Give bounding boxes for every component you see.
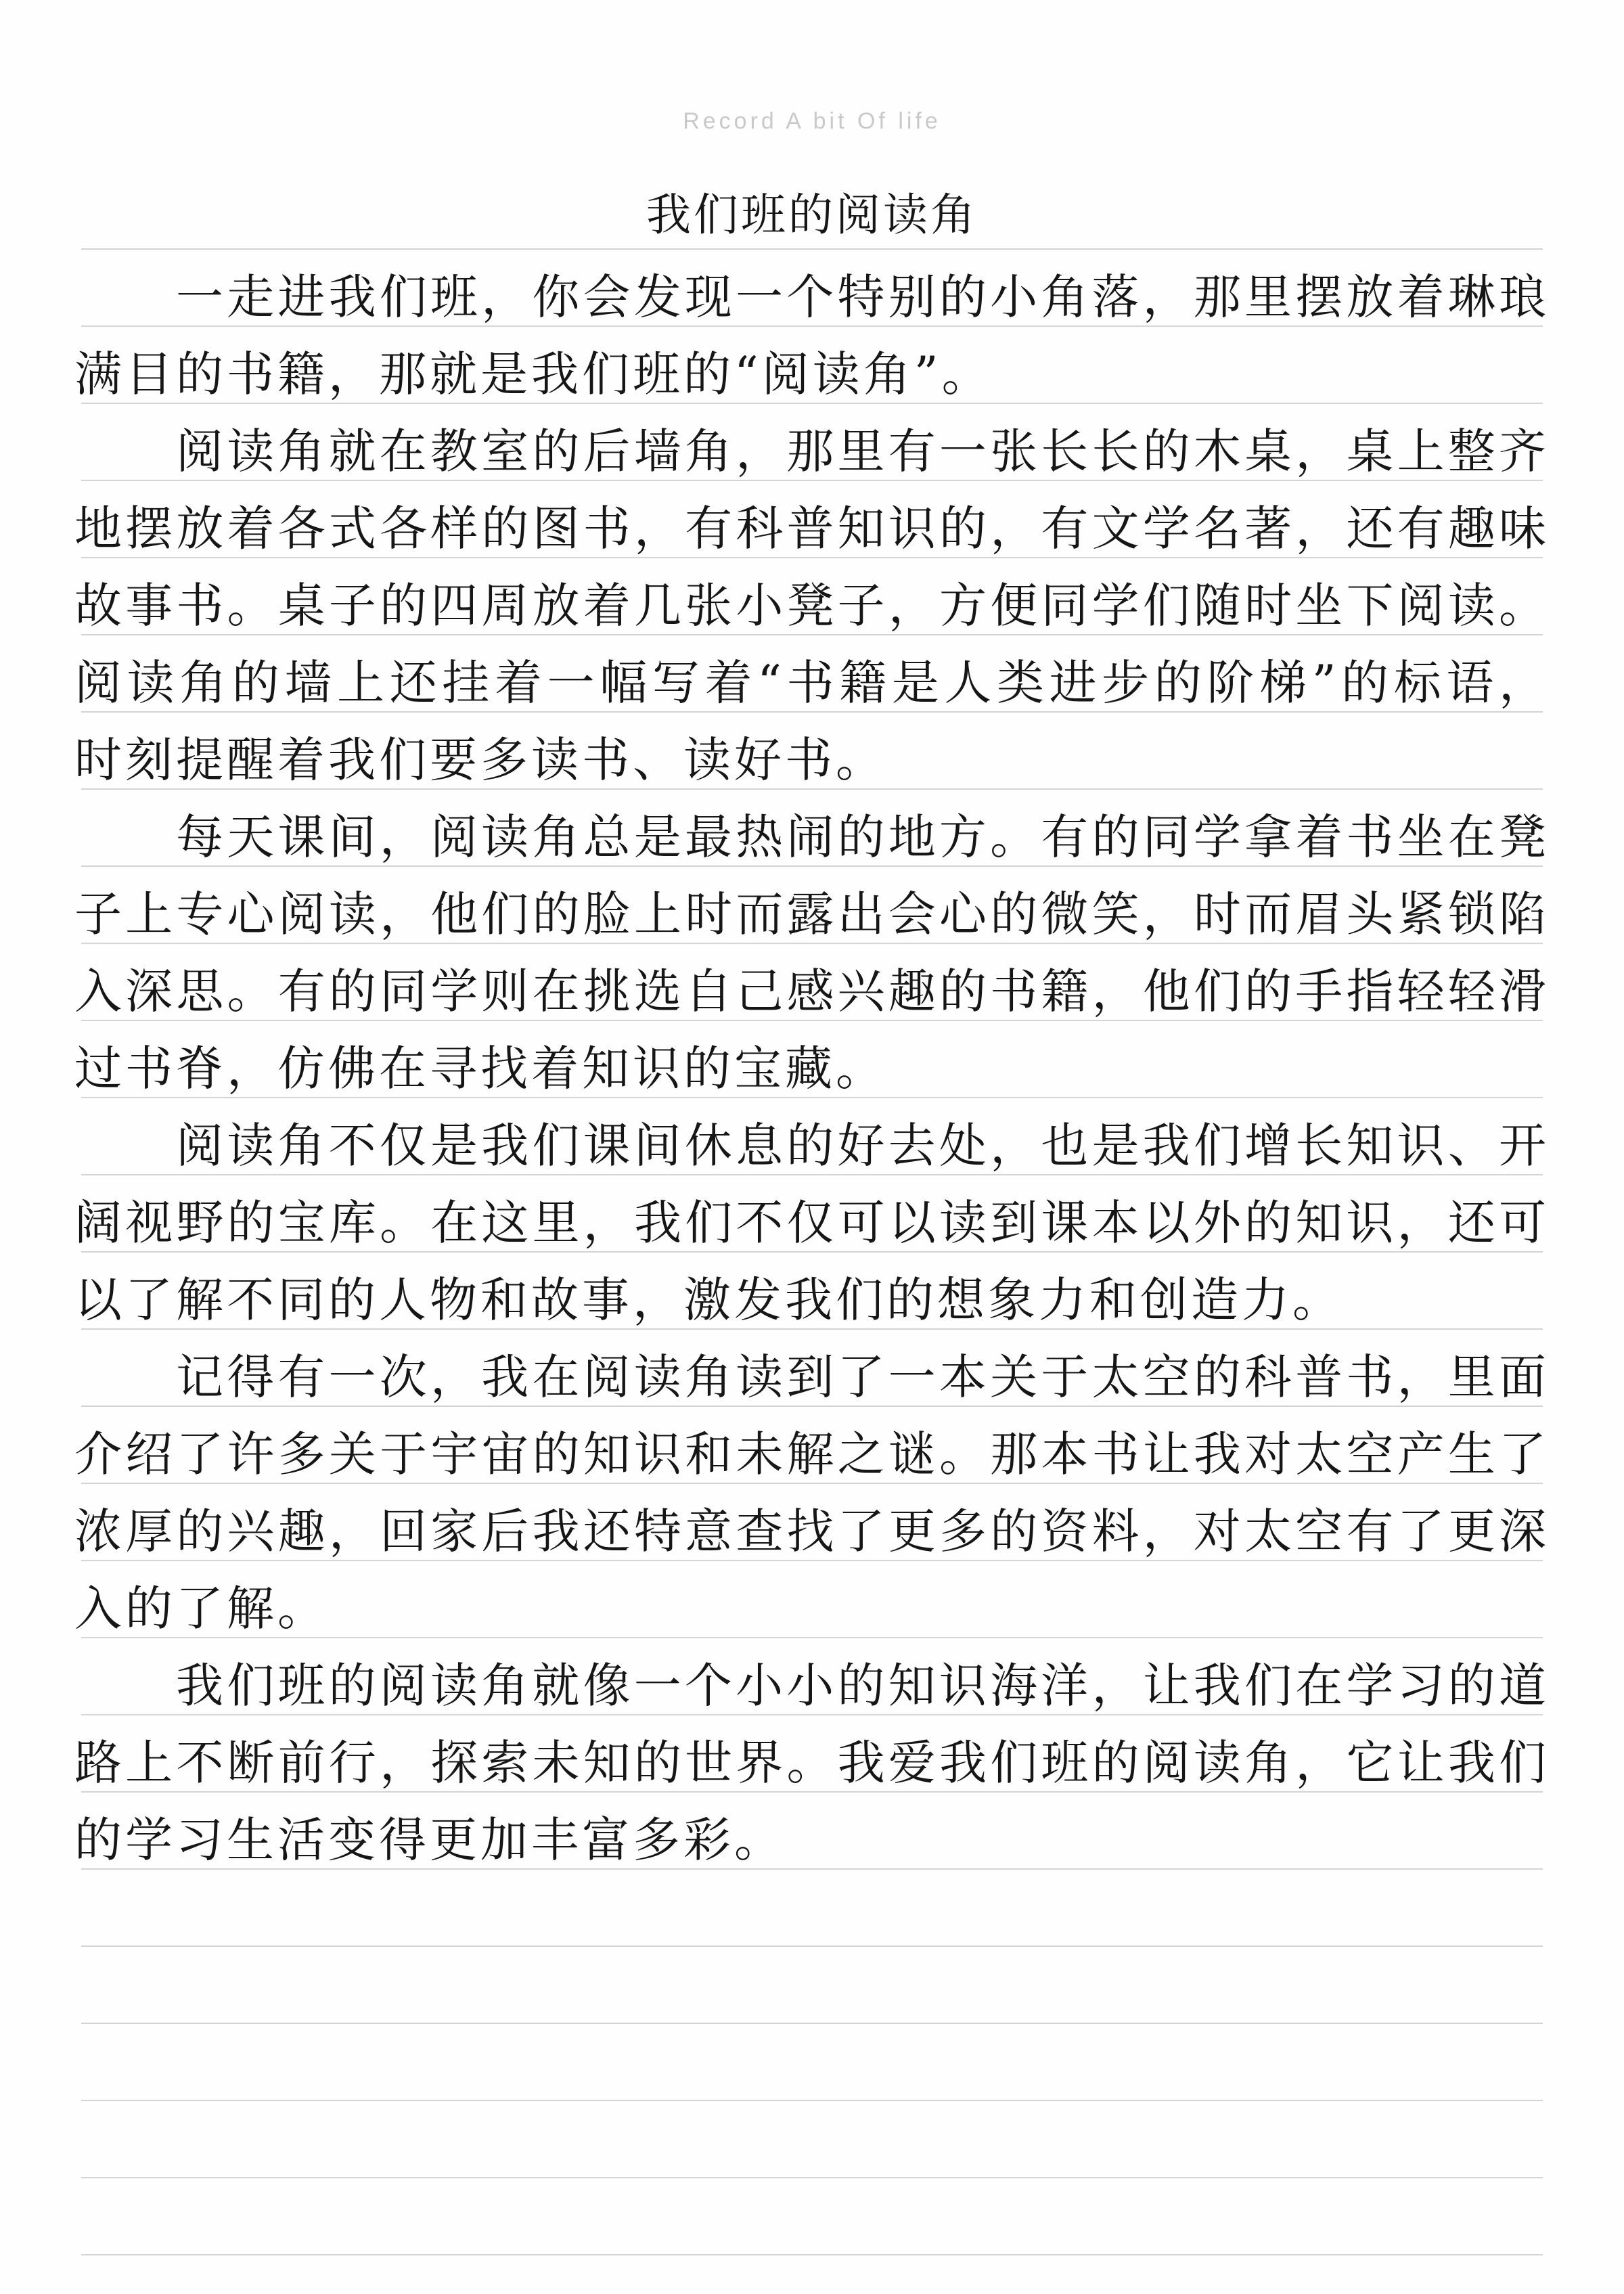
essay-paragraph-6: 我们班的阅读角就像一个小小的知识海洋，让我们在学习的道路上不断前行，探索未知的世界。我爱我们班的阅读角，它让我们的学习生活变得更加丰富多彩。 [74,1658,1550,1868]
ruled-line [81,2024,1543,2101]
essay-paragraph-2: 阅读角就在教室的后墙角，那里有一张长长的木桌，桌上整齐地摆放着各式各样的图书，有科普知识的，有文学名著，还有趣味故事书。桌子的四周放着几张小凳子，方便同学们随时坐下阅读。阅读角的墙上还挂着一幅写着“书籍是人类进步的阶梯”的标语，时刻提醒着我们要多读书、读好书。 [74,424,1550,788]
essay-title: 我们班的阅读角 [646,189,978,241]
ruled-line [81,2178,1543,2255]
essay-paragraph-3: 每天课间，阅读角总是最热闹的地方。有的同学拿着书坐在凳子上专心阅读，他们的脸上时而露出会心的微笑，时而眉头紧锁陷入深思。有的同学则在挑选自己感兴趣的书籍，他们的手指轻轻滑过书脊，仿佛在寻找着知识的宝藏。 [74,809,1550,1096]
ruled-line [81,1870,1543,1947]
essay-paragraph-1: 一走进我们班，你会发现一个特别的小角落，那里摆放着琳琅满目的书籍，那就是我们班的“阅读角”。 [74,269,1550,402]
ruled-line [81,1947,1543,2024]
essay-paragraph-5: 记得有一次，我在阅读角读到了一本关于太空的科普书，里面介绍了许多关于宇宙的知识和未解之谜。那本书让我对太空产生了浓厚的兴趣，回家后我还特意查找了更多的资料，对太空有了更深入的了解。 [74,1349,1550,1636]
page-header-watermark: Record A bit Of life [683,108,941,134]
essay-paragraph-4: 阅读角不仅是我们课间休息的好去处，也是我们增长知识、开阔视野的宝库。在这里，我们不仅可以读到课本以外的知识，还可以了解不同的人物和故事，激发我们的想象力和创造力。 [74,1118,1550,1328]
essay [74,181,1550,1879]
ruled-line [81,2101,1543,2178]
